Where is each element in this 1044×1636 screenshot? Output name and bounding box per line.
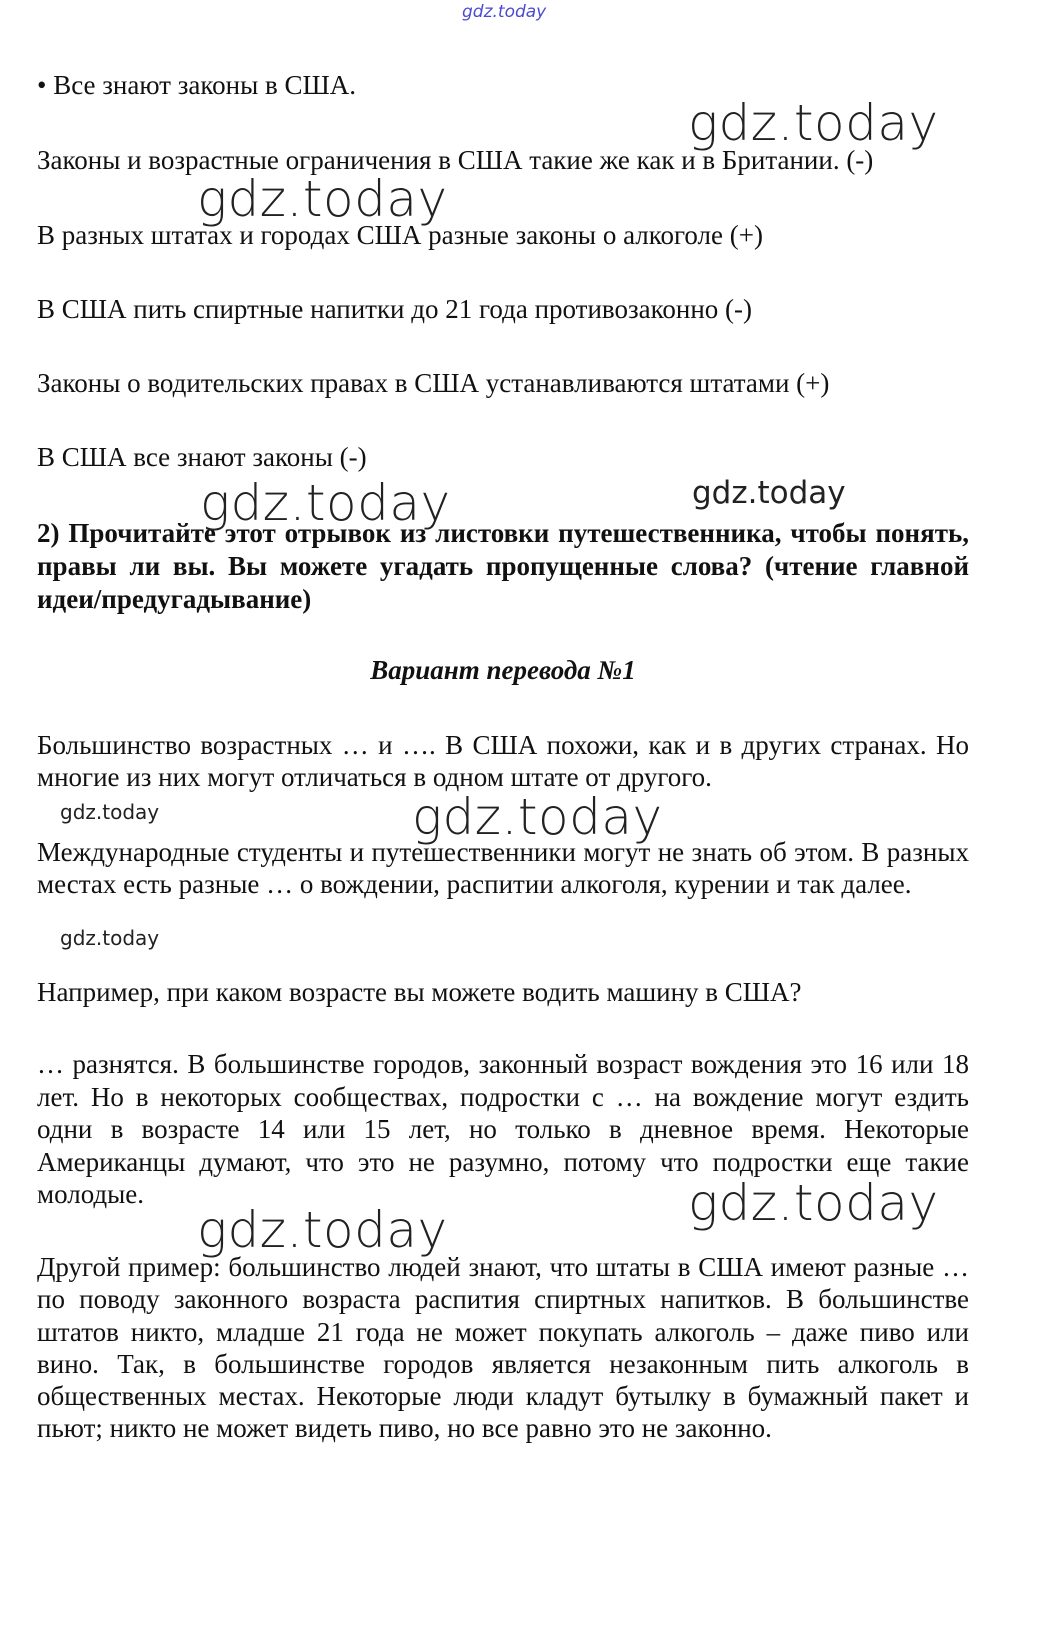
- watermark-top: gdz.today: [462, 2, 547, 22]
- watermark: gdz.today: [60, 926, 160, 950]
- variant-heading: Вариант перевода №1: [370, 655, 636, 685]
- paragraph-1: Большинство возрастных … и …. В США похожи, как и в других странах. Но многие из них могут отличаться в одном штате от другого.: [37, 730, 969, 792]
- paragraph-5: Другой пример: большинство людей знают, что штаты в США имеют разные … по поводу законного возраста распития спиртных напитков. В большинстве штатов никто, младше 21 года не может покупать алкоголь – даже пиво или вино. Так, в большинстве городов является незаконным пить алкоголь в общественных местах. Некоторые люди кладут бутылку в бумажный пакет и пьют; никто не может видеть пиво, но все равно это не законно.: [37, 1252, 969, 1444]
- watermark: gdz.today: [197, 1201, 448, 1259]
- watermark: gdz.today: [688, 1174, 939, 1232]
- statement-6: В США все знают законы (-): [37, 442, 367, 472]
- statement-4: В США пить спиртные напитки до 21 года противозаконно (-): [37, 294, 753, 324]
- watermark: gdz.today: [200, 474, 451, 532]
- statement-2: Законы и возрастные ограничения в США такие же как и в Британии. (-): [37, 145, 874, 175]
- watermark: gdz.today: [688, 94, 939, 152]
- statement-3: В разных штатах и городах США разные законы о алкоголе (+): [37, 220, 763, 250]
- statement-5: Законы о водительских правах в США устанавливаются штатами (+): [37, 368, 830, 398]
- task-text: 2) Прочитайте этот отрывок из листовки путешественника, чтобы понять, правы ли вы. Вы можете угадать пропущенные слова? (чтение главной идеи/предугадывание): [37, 518, 969, 614]
- paragraph-4: … разнятся. В большинстве городов, законный возраст вождения это 16 или 18 лет. Но в некоторых сообществах, подростки с … на вождение могут ездить одни в возрасте 14 или 15 лет, но только в дневное время. Некоторые Американцы думают, что это не разумно, потому что подростки еще такие молодые.: [37, 1049, 969, 1209]
- watermark: gdz.today: [692, 475, 846, 511]
- paragraph-2: Международные студенты и путешественники могут не знать об этом. В разных местах есть разные … о вождении, распитии алкоголя, курении и так далее.: [37, 837, 969, 899]
- watermark: gdz.today: [197, 170, 448, 228]
- paragraph-3: Например, при каком возрасте вы можете водить машину в США?: [37, 977, 802, 1007]
- watermark: gdz.today: [412, 788, 663, 846]
- statement-1: • Все знают законы в США.: [37, 70, 356, 100]
- watermark: gdz.today: [60, 800, 160, 824]
